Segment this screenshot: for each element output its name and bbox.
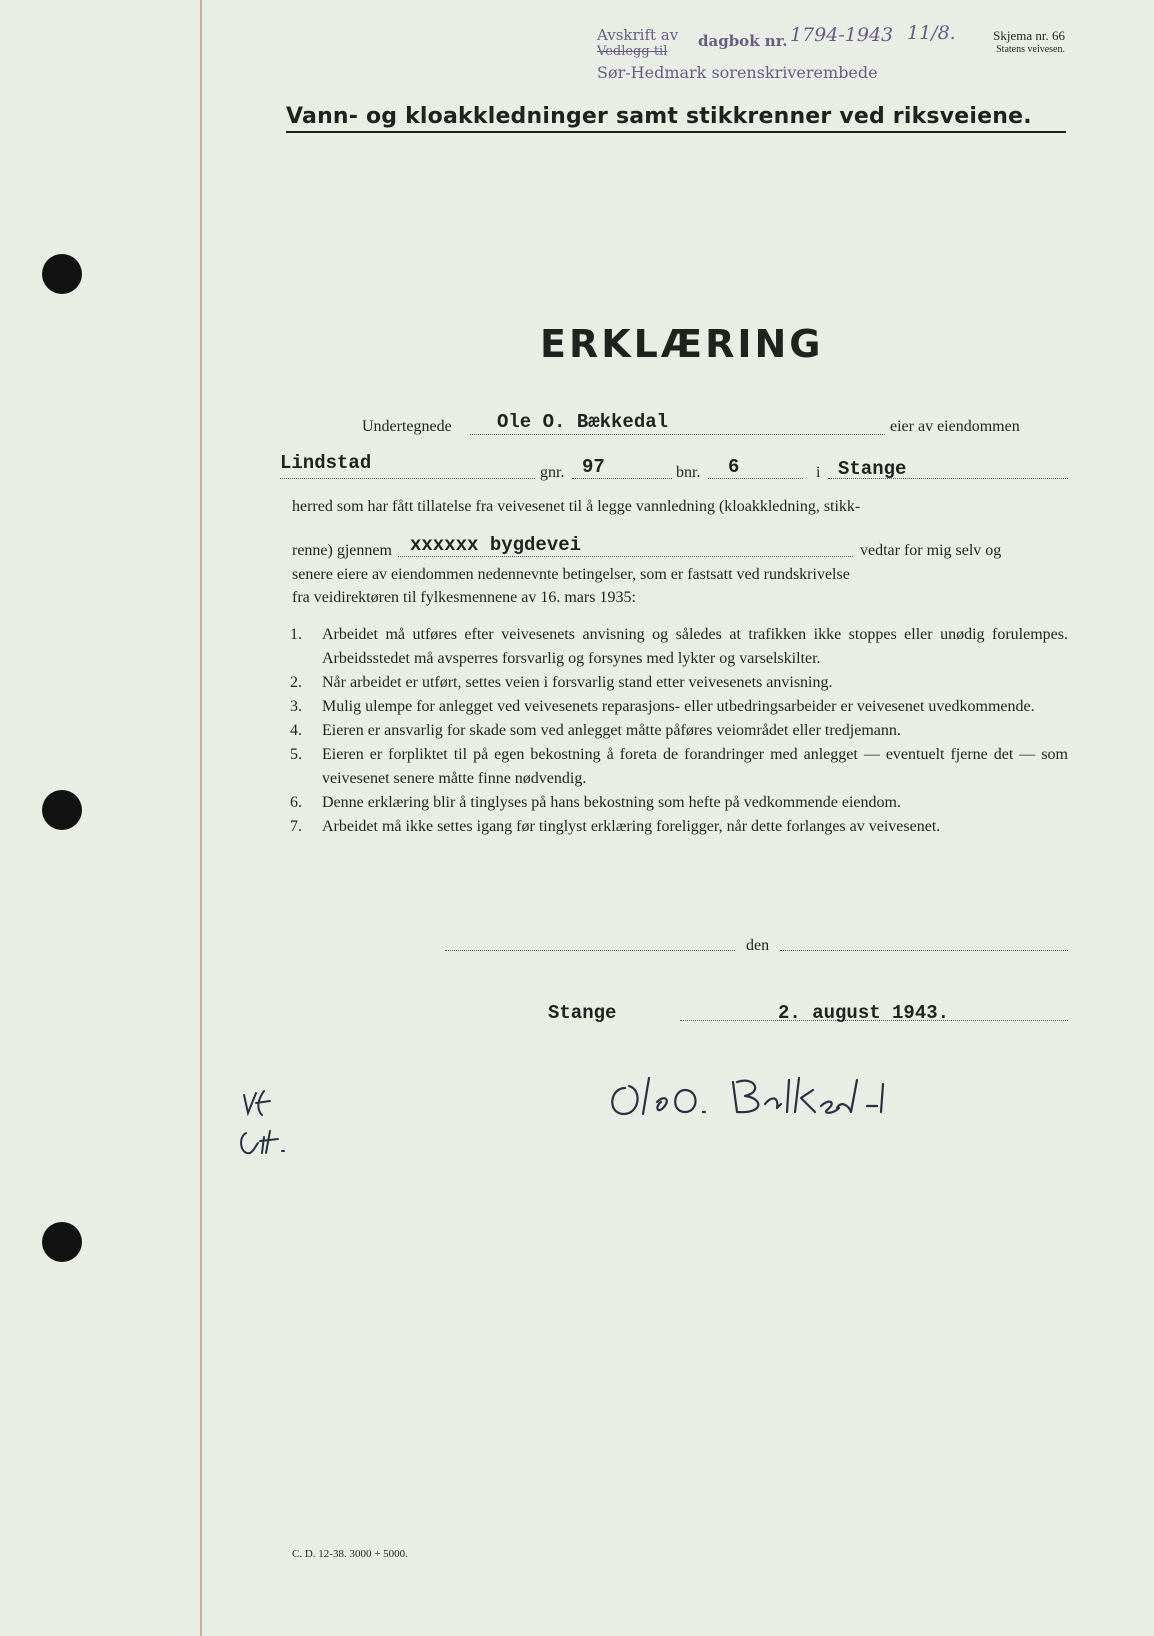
- stamp-journal-number: 1794-1943: [790, 24, 894, 46]
- undersigned-value: Ole O. Bækkedal: [497, 411, 669, 433]
- form-line-3: herred som har fått tillatelse fra veivesenet til å legge vannledning (kloakkledning, stikk-: [292, 498, 861, 515]
- stamp-avskrift: Avskrift av: [597, 26, 679, 44]
- den-label: den: [746, 937, 770, 954]
- document-title: ERKLÆRING: [540, 322, 824, 366]
- undersigned-label: Undertegnede: [362, 418, 452, 435]
- punch-hole: [42, 790, 82, 830]
- bnr-value: 6: [728, 456, 740, 478]
- footer-print-code: C. D. 12-38. 3000 + 5000.: [292, 1548, 408, 1560]
- punch-hole: [42, 1222, 82, 1262]
- list-item: 5. Eieren er forpliktet til på egen bekostning å foreta de forandringer med anlegget — eventuelt fjerne det — som veivesenet senere måtte finne nødvendig.: [290, 746, 1068, 787]
- schema-no: Skjema nr. 66: [993, 28, 1065, 43]
- date-value: 2. august 1943.: [778, 1002, 950, 1024]
- municipality-value: Stange: [838, 458, 907, 480]
- list-item: 1. Arbeidet må utføres efter veivesenets anvisning og således at trafikken ikke stoppes eller unødig forulempes. Arbeidsstedet må avsperres forsvarlig og forsynes med lykter og varselskilter.: [290, 626, 1068, 667]
- marginal-note: [236, 1085, 306, 1165]
- document-headline: Vann- og kloakkledninger samt stikkrenner ved riksveiene.: [286, 104, 1032, 129]
- date-line-left: [445, 950, 735, 951]
- gnr-value: 97: [582, 456, 605, 478]
- list-item: 4. Eieren er ansvarlig for skade som ved anlegget måtte påføres veiområdet eller tredjemann.: [290, 722, 901, 739]
- headline-rule: [286, 131, 1066, 133]
- stamp-vedlegg: Vedlegg til: [597, 44, 668, 59]
- conditions-list: [290, 623, 1068, 839]
- red-margin-line: [200, 0, 202, 1636]
- list-item: 6. Denne erklæring blir å tinglyses på hans bekostning som hefte på vedkommende eiendom.: [290, 794, 901, 811]
- stamp-date: 11/8.: [907, 22, 956, 44]
- road-line: [398, 556, 853, 557]
- property-line: [280, 478, 535, 479]
- date-line-right: [780, 950, 1068, 951]
- road-value: xxxxxx bygdevei: [410, 534, 582, 556]
- list-item: 7. Arbeidet må ikke settes igang før tinglyst erklæring foreligger, når dette forlanges av veivesenet.: [290, 818, 941, 835]
- schema-number: [955, 28, 1065, 55]
- list-item: 2. Når arbeidet er utført, settes veien i forsvarlig stand etter veivesenets anvisning.: [290, 674, 833, 691]
- stamp-dagbok: dagbok nr.: [698, 32, 788, 50]
- stamp-office: Sør-Hedmark sorenskriverembede: [597, 63, 878, 82]
- form-line-5: senere eiere av eiendommen nedennevnte betingelser, som er fastsatt ved rundskrivelse: [292, 566, 850, 583]
- list-item: 3. Mulig ulempe for anlegget ved veivesenets reparasjons- eller utbedringsarbeider er veivesenet uvedkommende.: [290, 698, 1035, 715]
- form-line-6: fra veidirektøren til fylkesmennene av 16. mars 1935:: [292, 589, 636, 606]
- bnr-label: bnr.: [676, 464, 701, 481]
- i-label: i: [816, 464, 821, 481]
- punch-hole: [42, 254, 82, 294]
- handwritten-signature: [605, 1068, 1005, 1128]
- owner-text: eier av eiendommen: [890, 418, 1020, 435]
- property-value: Lindstad: [280, 452, 372, 474]
- line4-suffix: vedtar for mig selv og: [860, 542, 1002, 559]
- gnr-label: gnr.: [540, 464, 565, 481]
- gnr-line: [572, 478, 672, 479]
- schema-org: Statens veivesen.: [996, 44, 1065, 55]
- place-value: Stange: [548, 1002, 617, 1024]
- line4-prefix: renne) gjennem: [292, 542, 392, 559]
- undersigned-line: [470, 434, 885, 435]
- bnr-line: [708, 478, 803, 479]
